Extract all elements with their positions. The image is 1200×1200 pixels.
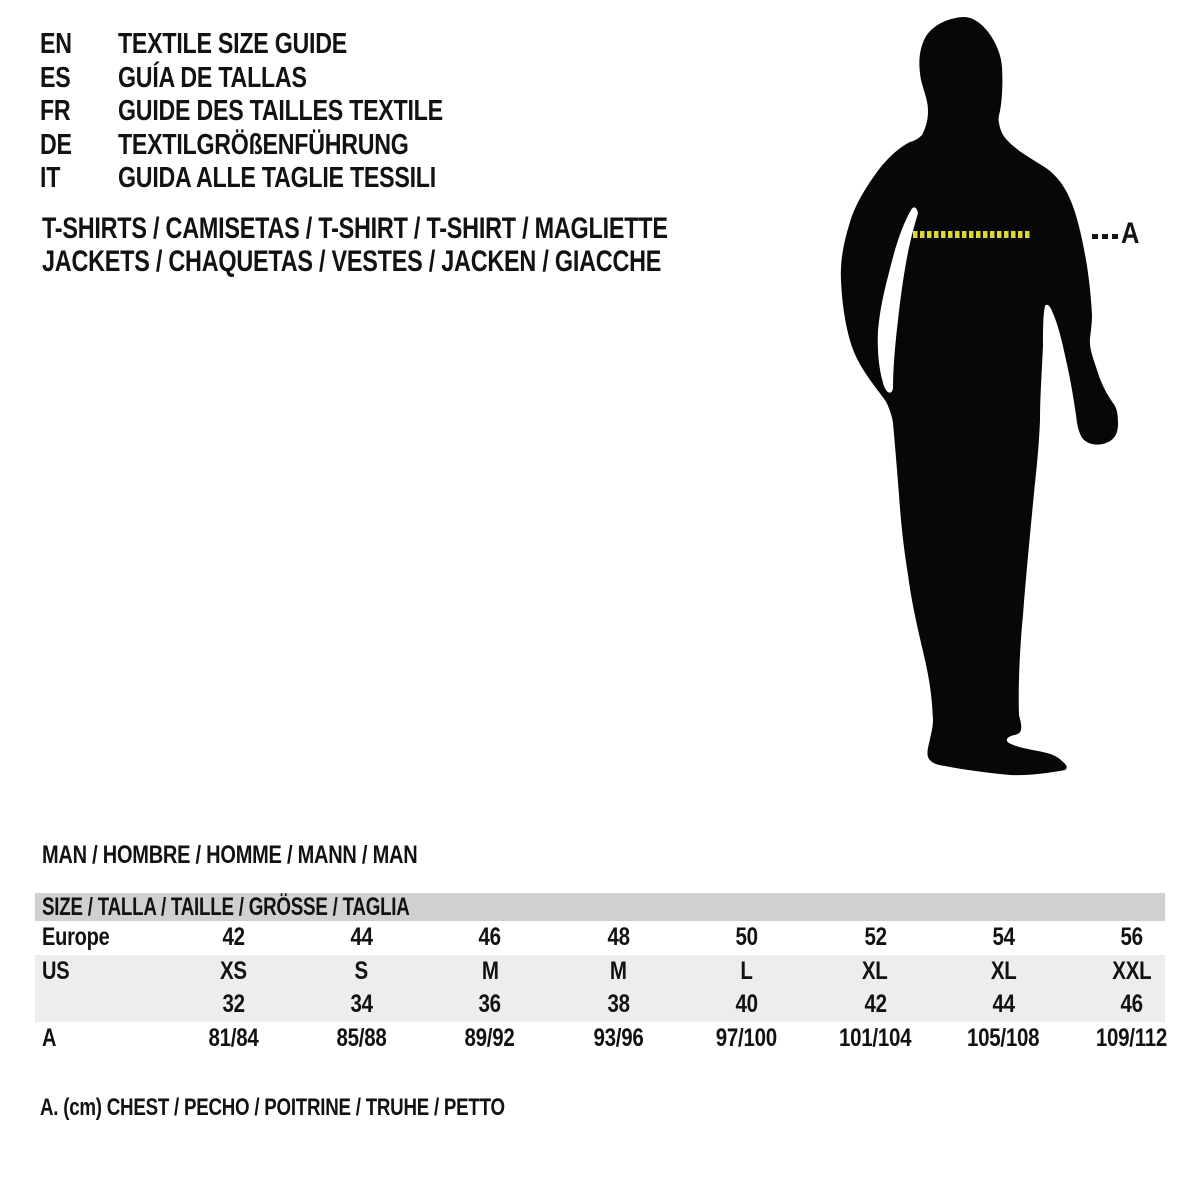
gender-heading: MAN / HOMBRE / HOMME / MANN / MAN bbox=[42, 841, 418, 869]
lang-title-de: TEXTILGRÖßENFÜHRUNG bbox=[118, 128, 409, 161]
product-line-tshirts: T-SHIRTS / CAMISETAS / T-SHIRT / T-SHIRT / MAGLIETTE bbox=[42, 212, 668, 245]
product-category-block bbox=[42, 212, 844, 278]
cell: 93/96 bbox=[593, 1023, 644, 1052]
lang-title-en: TEXTILE SIZE GUIDE bbox=[118, 28, 347, 61]
lang-title-es: GUÍA DE TALLAS bbox=[118, 61, 307, 94]
cell: 42 bbox=[863, 990, 887, 1018]
lang-title-it: GUIDA ALLE TAGLIE TESSILI bbox=[118, 162, 436, 195]
cell: 52 bbox=[863, 923, 887, 951]
cell: 34 bbox=[350, 990, 373, 1018]
measure-note: A. (cm) CHEST / PECHO / POITRINE / TRUHE / PETTO bbox=[40, 1094, 505, 1121]
cell: XS bbox=[219, 956, 247, 985]
man-silhouette bbox=[830, 15, 1140, 785]
measure-label-a: A bbox=[1121, 217, 1140, 250]
cell: 105/108 bbox=[967, 1023, 1040, 1052]
lang-row-es bbox=[40, 62, 524, 96]
measure-leader-dashes bbox=[1092, 234, 1120, 239]
lang-row-fr bbox=[40, 95, 524, 129]
table-row-chest-cm bbox=[35, 1022, 1196, 1056]
cell: XL bbox=[862, 956, 889, 985]
cell: M bbox=[481, 956, 499, 985]
cell: 40 bbox=[735, 990, 758, 1018]
row-label: A bbox=[42, 1023, 57, 1052]
cell: XL bbox=[990, 956, 1017, 985]
cell: XXL bbox=[1112, 956, 1152, 985]
size-table-header-bar bbox=[35, 893, 1165, 921]
cell: 81/84 bbox=[208, 1023, 259, 1052]
cell: 109/112 bbox=[1096, 1023, 1168, 1052]
chest-measure-dotted-line bbox=[913, 231, 1031, 238]
cell: 32 bbox=[222, 990, 245, 1018]
lang-code-es: ES bbox=[40, 61, 71, 94]
product-line-jackets: JACKETS / CHAQUETAS / VESTES / JACKEN / GIACCHE bbox=[42, 245, 662, 278]
cell: 85/88 bbox=[336, 1023, 387, 1052]
size-table-rows bbox=[35, 921, 1196, 1055]
size-table-header-label: SIZE / TALLA / TAILLE / GRÖSSE / TAGLIA bbox=[42, 893, 410, 921]
lang-code-de: DE bbox=[40, 128, 72, 161]
cell: 44 bbox=[992, 990, 1015, 1018]
lang-row-en bbox=[40, 28, 524, 62]
cell: L bbox=[740, 956, 753, 985]
cell: 46 bbox=[478, 923, 502, 951]
table-row-us bbox=[35, 955, 1196, 989]
language-title-block bbox=[40, 28, 524, 196]
table-row-europe bbox=[35, 921, 1196, 955]
cell: 56 bbox=[1120, 923, 1144, 951]
table-row-alt-size bbox=[35, 988, 1196, 1022]
cell: 54 bbox=[992, 923, 1015, 951]
cell: S bbox=[354, 956, 369, 985]
cell: 89/92 bbox=[464, 1023, 516, 1052]
lang-code-en: EN bbox=[40, 28, 72, 61]
cell: 97/100 bbox=[716, 1023, 778, 1052]
cell: 101/104 bbox=[838, 1023, 912, 1052]
lang-code-it: IT bbox=[40, 162, 61, 195]
cell: 38 bbox=[607, 990, 630, 1018]
cell: M bbox=[609, 956, 627, 985]
lang-row-de bbox=[40, 129, 524, 163]
cell: 42 bbox=[222, 923, 245, 951]
size-table bbox=[35, 893, 1196, 1058]
cell: 44 bbox=[350, 923, 373, 951]
cell: 36 bbox=[478, 990, 502, 1018]
lang-code-fr: FR bbox=[40, 95, 71, 128]
cell: 48 bbox=[607, 923, 630, 951]
lang-title-fr: GUIDE DES TAILLES TEXTILE bbox=[118, 95, 443, 128]
cell: 46 bbox=[1120, 990, 1144, 1018]
row-label: US bbox=[42, 956, 70, 985]
lang-row-it bbox=[40, 162, 524, 196]
row-label: Europe bbox=[42, 923, 110, 951]
cell: 50 bbox=[735, 923, 758, 951]
